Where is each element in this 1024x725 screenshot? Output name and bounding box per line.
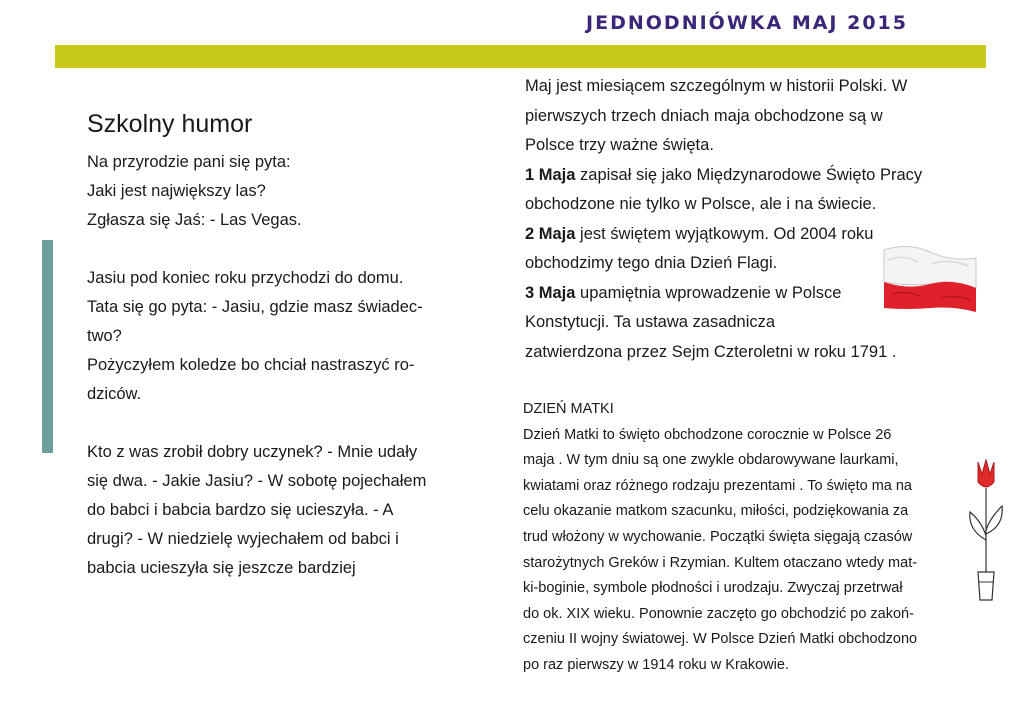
mothers-day-line: czeniu II wojny światowej. W Polsce Dzień Matki obchodzono xyxy=(523,631,918,648)
mothers-day-section xyxy=(523,397,963,679)
holidays-intro-line: Polsce trzy ważne święta. xyxy=(525,136,714,154)
page-header-title: JEDNODNIÓWKA MAJ 2015 xyxy=(586,12,908,34)
holidays-intro-line: Maj jest miesiącem szczególnym w historii Polski. W xyxy=(525,77,908,95)
mothers-day-line: po raz pierwszy w 1914 roku w Krakowie. xyxy=(523,656,789,673)
tulip-flower-icon xyxy=(960,450,1010,610)
humor-line: two? xyxy=(87,327,122,345)
humor-line: Jaki jest największy las? xyxy=(87,182,266,200)
mothers-day-line: ki-boginie, symbole płodności i urodzaju. Zwyczaj przetrwał xyxy=(523,580,903,597)
humor-line: Tata się go pyta: - Jasiu, gdzie masz świadec- xyxy=(87,298,423,316)
humor-line xyxy=(87,235,467,264)
mothers-day-line: kwiatami oraz różnego rodzaju prezentami . To święto ma na xyxy=(523,477,913,494)
humor-line: Kto z was zrobił dobry uczynek? - Mnie udały xyxy=(87,443,418,461)
humor-line: się dwa. - Jakie Jasiu? - W sobotę pojechałem xyxy=(87,472,427,490)
polish-flag-icon xyxy=(878,244,982,320)
holidays-intro-line: pierwszych trzech dniach maja obchodzone są w xyxy=(525,106,883,125)
may3-label: 3 Maja xyxy=(525,283,576,302)
humor-line: babcia ucieszyła się jeszcze bardziej xyxy=(87,559,356,577)
may1-label: 1 Maja xyxy=(525,165,576,184)
mothers-day-line: maja . W tym dniu są one zwykle obdarowywane laurkami, xyxy=(523,452,899,469)
may2-text: jest świętem wyjątkowym. Od 2004 roku xyxy=(575,224,874,243)
may2-label: 2 Maja xyxy=(525,224,576,243)
may1-line: obchodzone nie tylko w Polsce, ale i na świecie. xyxy=(525,195,877,213)
may3-line: zatwierdzona przez Sejm Czteroletni w roku 1791 . xyxy=(525,342,897,361)
mothers-day-line: starożytnych Greków i Rzymian. Kultem otaczano wtedy mat- xyxy=(523,554,918,571)
mothers-day-line: trud włożony w wychowanie. Początki święta sięgają czasów xyxy=(523,528,913,545)
humor-line: Jasiu pod koniec roku przychodzi do domu. xyxy=(87,269,404,287)
may1-line xyxy=(525,161,965,191)
may1-text: zapisał się jako Międzynarodowe Święto Pracy xyxy=(575,165,923,184)
humor-line: Na przyrodzie pani się pyta: xyxy=(87,153,291,171)
humor-line: Zgłasza się Jaś: - Las Vegas. xyxy=(87,211,302,229)
may3-text: upamiętnia wprowadzenie w Polsce xyxy=(575,283,842,302)
humor-line: Pożyczyłem koledze bo chciał nastraszyć ro- xyxy=(87,356,415,374)
mothers-day-title: DZIEŃ MATKI xyxy=(523,401,614,417)
humor-line xyxy=(87,409,467,438)
mothers-day-line: do ok. XIX wieku. Ponownie zaczęto go obchodzić po zakoń- xyxy=(523,605,914,622)
humor-line: do babci i babcia bardzo się ucieszyła. - A xyxy=(87,501,394,519)
humor-line: drugi? - W niedzielę wyjechałem od babci i xyxy=(87,530,399,548)
header-accent-bar xyxy=(55,45,986,68)
humor-line: dziców. xyxy=(87,385,142,403)
mothers-day-line: Dzień Matki to święto obchodzone corocznie w Polsce 26 xyxy=(523,426,892,443)
may3-line: Konstytucji. Ta ustawa zasadnicza xyxy=(525,313,776,331)
holidays-section-text xyxy=(525,72,965,367)
may2-line: obchodzimy tego dnia Dzień Flagi. xyxy=(525,254,778,272)
side-accent-bar xyxy=(42,240,53,453)
humor-section-title: Szkolny humor xyxy=(87,110,253,138)
humor-section-text xyxy=(87,148,467,583)
mothers-day-line: celu okazanie matkom szacunku, miłości, podziękowania za xyxy=(523,503,909,520)
